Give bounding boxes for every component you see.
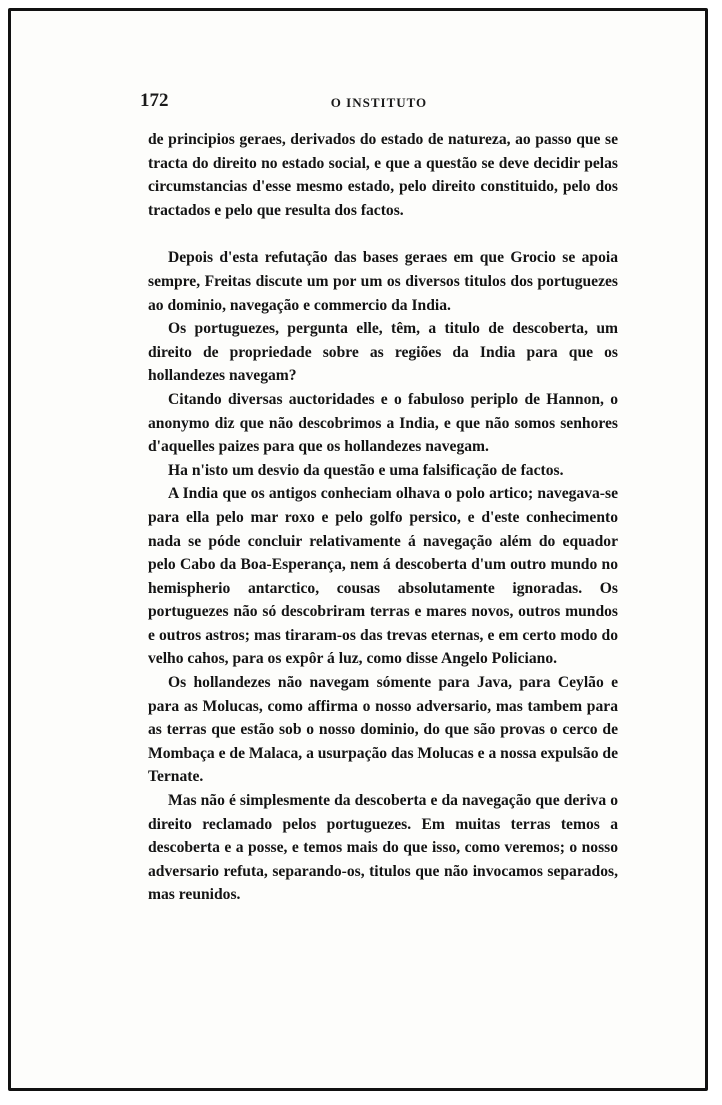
paragraph: Citando diversas auctoridades e o fabuloso periplo de Hannon, o anonymo diz que não descobrimos a India, e que não somos senhores d'aquelles paizes para que os hollandezes navegam.	[148, 390, 618, 456]
paragraph: A India que os antigos conheciam olhava o polo artico; navegava-se para ella pelo mar roxo e pelo golfo persico, e d'este conhecimento nada se póde concluir relativamente á navegação além do equador pelo Cabo da Boa-Esperança, nem á descoberta d'um outro mundo no hemispherio antarctico, cousas absolutamente ignoradas. Os portuguezes não só descobriram terras e mares novos, outros mundos e outros astros; mas tiraram-os das trevas eternas, e em certo modo do velho cahos, para os expôr á luz, como disse Angelo Policiano.	[148, 485, 618, 668]
body-text	[148, 128, 618, 907]
paragraph: Os portuguezes, pergunta elle, têm, a titulo de descoberta, um direito de propriedade sobre as regiões da India para que os hollandezes navegam?	[148, 320, 618, 385]
page-header	[140, 90, 618, 118]
paragraph: Depois d'esta refutação das bases geraes em que Grocio se apoia sempre, Freitas discute um por um os diversos titulos dos portuguezes ao dominio, navegação e commercio da India.	[148, 249, 618, 314]
running-title: O INSTITUTO	[330, 95, 428, 110]
paragraph: Ha n'isto um desvio da questão e uma falsificação de factos.	[168, 461, 564, 479]
paragraph: de principios geraes, derivados do estado de natureza, ao passo que se tracta do direito no estado social, e que a questão se deve decidir pelas circumstancias d'esse mesmo estado, pelo direito constituido, pelo dos tractados e pelo que resulta dos factos.	[148, 131, 618, 219]
page-number: 172	[140, 90, 169, 111]
paragraph: Os hollandezes não navegam sómente para Java, para Ceylão e para as Molucas, como affirma o nosso adversario, mas tambem para as terras que estão sob o nosso dominio, do que são provas o cerco de Mombaça e de Malaca, a usurpação das Molucas e a nossa expulsão de Ternate.	[148, 674, 618, 786]
paragraph: Mas não é simplesmente da descoberta e da navegação que deriva o direito reclamado pelos portuguezes. Em muitas terras temos a descoberta e a posse, e temos mais do que isso, como veremos; o nosso adversario refuta, separando-os, titulos que não invocamos separados, mas reunidos.	[148, 792, 618, 904]
